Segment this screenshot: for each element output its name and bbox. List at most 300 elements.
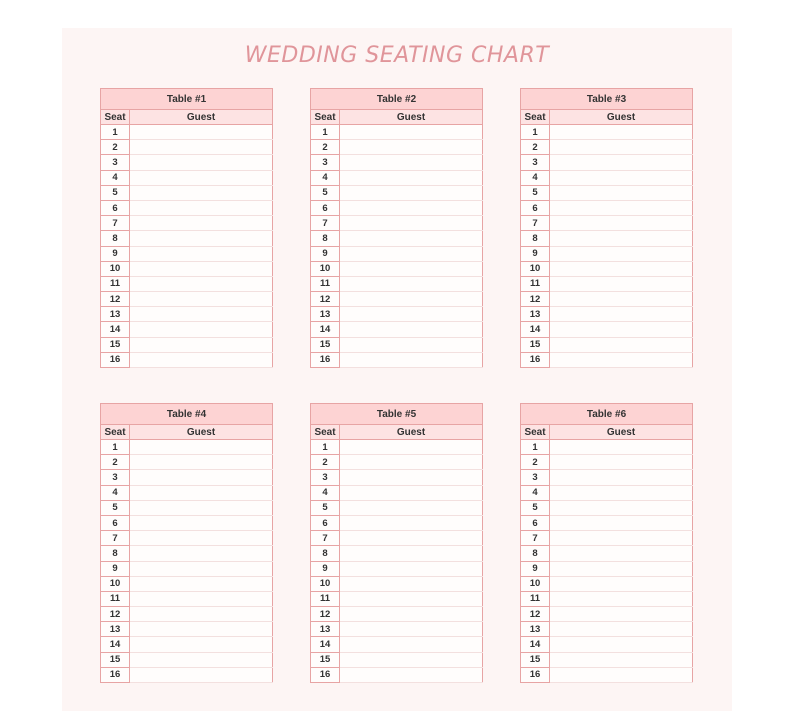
seat-number: 14	[521, 322, 550, 337]
guest-cell[interactable]	[130, 125, 273, 140]
seat-number: 12	[521, 292, 550, 307]
table-row	[101, 140, 273, 155]
guest-cell[interactable]	[130, 591, 273, 606]
guest-cell[interactable]	[340, 125, 483, 140]
table-row	[521, 322, 693, 337]
seat-number: 7	[101, 216, 130, 231]
guest-cell[interactable]	[550, 292, 693, 307]
seat-column-header: Seat	[101, 425, 130, 440]
seat-number: 11	[521, 591, 550, 606]
guest-cell[interactable]	[130, 440, 273, 455]
guest-cell[interactable]	[340, 155, 483, 170]
guest-cell[interactable]	[130, 216, 273, 231]
guest-cell[interactable]	[130, 246, 273, 261]
table-row	[521, 576, 693, 591]
guest-cell[interactable]	[130, 531, 273, 546]
guest-cell[interactable]	[550, 352, 693, 367]
table-row	[311, 155, 483, 170]
guest-cell[interactable]	[550, 531, 693, 546]
table-row	[311, 352, 483, 367]
guest-cell[interactable]	[130, 515, 273, 530]
seat-number: 15	[311, 337, 340, 352]
seat-number: 16	[101, 667, 130, 682]
table-row	[101, 440, 273, 455]
table-row	[521, 200, 693, 215]
seat-number: 8	[521, 546, 550, 561]
guest-cell[interactable]	[550, 200, 693, 215]
guest-cell[interactable]	[130, 500, 273, 515]
table-row	[101, 337, 273, 352]
guest-cell[interactable]	[130, 155, 273, 170]
seat-number: 2	[101, 140, 130, 155]
table-row	[521, 607, 693, 622]
table-row	[101, 531, 273, 546]
guest-cell[interactable]	[550, 231, 693, 246]
guest-cell[interactable]	[550, 125, 693, 140]
guest-cell[interactable]	[340, 352, 483, 367]
guest-cell[interactable]	[550, 470, 693, 485]
seat-number: 4	[521, 485, 550, 500]
table-row	[521, 531, 693, 546]
table-row	[101, 307, 273, 322]
guest-cell[interactable]	[340, 591, 483, 606]
table-row	[311, 307, 483, 322]
guest-cell[interactable]	[130, 261, 273, 276]
table-row	[101, 607, 273, 622]
guest-cell[interactable]	[550, 637, 693, 652]
seat-number: 15	[311, 652, 340, 667]
table-row	[101, 246, 273, 261]
guest-cell[interactable]	[550, 622, 693, 637]
guest-cell[interactable]	[340, 292, 483, 307]
table-row	[521, 455, 693, 470]
guest-cell[interactable]	[340, 607, 483, 622]
table-row	[521, 470, 693, 485]
seat-number: 13	[521, 622, 550, 637]
table-row	[101, 515, 273, 530]
guest-cell[interactable]	[340, 515, 483, 530]
seat-number: 1	[521, 125, 550, 140]
table-name: Table #4	[101, 404, 273, 425]
seat-number: 9	[101, 561, 130, 576]
table-row	[311, 125, 483, 140]
table-row	[101, 622, 273, 637]
seat-number: 7	[521, 531, 550, 546]
table-row	[521, 337, 693, 352]
guest-cell[interactable]	[340, 455, 483, 470]
table-row	[521, 185, 693, 200]
table-row	[101, 470, 273, 485]
seat-number: 6	[101, 515, 130, 530]
guest-cell[interactable]	[550, 515, 693, 530]
seat-number: 13	[101, 307, 130, 322]
guest-cell[interactable]	[130, 276, 273, 291]
guest-cell[interactable]	[550, 440, 693, 455]
seating-table-3	[520, 88, 693, 368]
seat-number: 15	[521, 652, 550, 667]
seat-number: 11	[521, 276, 550, 291]
table-row	[101, 455, 273, 470]
guest-cell[interactable]	[340, 216, 483, 231]
guest-cell[interactable]	[130, 170, 273, 185]
table-row	[101, 485, 273, 500]
seat-column-header: Seat	[311, 110, 340, 125]
guest-cell[interactable]	[550, 261, 693, 276]
table-row	[521, 667, 693, 682]
table-row	[521, 622, 693, 637]
guest-cell[interactable]	[340, 140, 483, 155]
guest-cell[interactable]	[550, 485, 693, 500]
table-row	[101, 155, 273, 170]
seat-number: 5	[101, 500, 130, 515]
seat-number: 3	[311, 155, 340, 170]
table-row	[521, 292, 693, 307]
table-row	[311, 531, 483, 546]
guest-cell[interactable]	[130, 455, 273, 470]
guest-column-header: Guest	[340, 425, 483, 440]
seat-number: 2	[311, 140, 340, 155]
seat-number: 9	[311, 246, 340, 261]
seat-number: 10	[311, 576, 340, 591]
table-name: Table #5	[311, 404, 483, 425]
seat-number: 6	[311, 200, 340, 215]
guest-cell[interactable]	[340, 485, 483, 500]
seat-number: 13	[311, 622, 340, 637]
seat-number: 10	[311, 261, 340, 276]
guest-cell[interactable]	[340, 337, 483, 352]
seat-number: 8	[521, 231, 550, 246]
guest-cell[interactable]	[550, 140, 693, 155]
table-row	[311, 546, 483, 561]
table-row	[311, 185, 483, 200]
table-row	[521, 352, 693, 367]
seat-number: 2	[101, 455, 130, 470]
table-row	[521, 276, 693, 291]
guest-column-header: Guest	[130, 425, 273, 440]
seating-table-5	[310, 403, 483, 683]
table-row	[311, 591, 483, 606]
table-row	[311, 440, 483, 455]
guest-cell[interactable]	[340, 576, 483, 591]
guest-cell[interactable]	[550, 561, 693, 576]
table-name: Table #6	[521, 404, 693, 425]
guest-cell[interactable]	[130, 637, 273, 652]
seat-column-header: Seat	[311, 425, 340, 440]
seat-number: 3	[101, 470, 130, 485]
guest-cell[interactable]	[550, 337, 693, 352]
table-row	[101, 185, 273, 200]
table-row	[311, 292, 483, 307]
seat-number: 6	[521, 515, 550, 530]
table-row	[311, 652, 483, 667]
seat-number: 1	[101, 440, 130, 455]
guest-cell[interactable]	[130, 561, 273, 576]
guest-cell[interactable]	[340, 500, 483, 515]
table-row	[311, 500, 483, 515]
table-row	[521, 561, 693, 576]
seat-number: 1	[311, 440, 340, 455]
table-row	[521, 485, 693, 500]
guest-cell[interactable]	[340, 470, 483, 485]
guest-cell[interactable]	[550, 652, 693, 667]
seat-number: 4	[101, 170, 130, 185]
table-row	[101, 637, 273, 652]
table-row	[101, 546, 273, 561]
guest-cell[interactable]	[130, 622, 273, 637]
table-row	[521, 307, 693, 322]
guest-cell[interactable]	[340, 622, 483, 637]
table-row	[521, 261, 693, 276]
seat-number: 9	[521, 561, 550, 576]
table-row	[311, 515, 483, 530]
table-row	[521, 231, 693, 246]
table-row	[101, 576, 273, 591]
table-row	[521, 440, 693, 455]
table-name: Table #3	[521, 89, 693, 110]
seat-column-header: Seat	[521, 110, 550, 125]
seat-number: 8	[311, 231, 340, 246]
table-row	[101, 500, 273, 515]
guest-column-header: Guest	[130, 110, 273, 125]
seat-number: 14	[101, 322, 130, 337]
guest-cell[interactable]	[550, 546, 693, 561]
table-row	[101, 352, 273, 367]
guest-cell[interactable]	[130, 200, 273, 215]
guest-cell[interactable]	[550, 322, 693, 337]
seating-table-1	[100, 88, 273, 368]
seat-number: 5	[521, 500, 550, 515]
table-row	[311, 561, 483, 576]
seat-number: 3	[101, 155, 130, 170]
guest-cell[interactable]	[340, 231, 483, 246]
seat-number: 16	[311, 352, 340, 367]
table-row	[311, 607, 483, 622]
guest-cell[interactable]	[340, 307, 483, 322]
guest-cell[interactable]	[340, 546, 483, 561]
guest-cell[interactable]	[550, 276, 693, 291]
guest-cell[interactable]	[130, 576, 273, 591]
seat-number: 2	[521, 455, 550, 470]
seating-table-6	[520, 403, 693, 683]
guest-cell[interactable]	[130, 546, 273, 561]
page-title: WEDDING SEATING CHART	[244, 43, 550, 68]
seat-number: 13	[521, 307, 550, 322]
seat-number: 11	[101, 591, 130, 606]
seat-number: 11	[311, 591, 340, 606]
seat-number: 8	[101, 546, 130, 561]
table-row	[101, 652, 273, 667]
seat-number: 7	[101, 531, 130, 546]
table-row	[521, 170, 693, 185]
table-row	[521, 652, 693, 667]
guest-cell[interactable]	[550, 667, 693, 682]
table-row	[311, 216, 483, 231]
seat-number: 5	[311, 185, 340, 200]
seat-number: 12	[521, 607, 550, 622]
guest-cell[interactable]	[550, 170, 693, 185]
table-row	[311, 576, 483, 591]
guest-cell[interactable]	[340, 261, 483, 276]
table-row	[311, 200, 483, 215]
table-row	[521, 515, 693, 530]
seat-number: 5	[521, 185, 550, 200]
seat-number: 4	[311, 485, 340, 500]
seat-number: 16	[521, 667, 550, 682]
guest-cell[interactable]	[130, 185, 273, 200]
seat-number: 1	[311, 125, 340, 140]
seat-number: 3	[521, 470, 550, 485]
seating-chart-page	[62, 28, 732, 711]
seat-number: 6	[101, 200, 130, 215]
guest-cell[interactable]	[340, 667, 483, 682]
table-row	[521, 591, 693, 606]
table-row	[521, 500, 693, 515]
table-row	[101, 276, 273, 291]
guest-cell[interactable]	[550, 455, 693, 470]
guest-cell[interactable]	[130, 652, 273, 667]
table-row	[311, 455, 483, 470]
seat-number: 1	[101, 125, 130, 140]
guest-cell[interactable]	[340, 531, 483, 546]
guest-cell[interactable]	[340, 185, 483, 200]
guest-cell[interactable]	[550, 576, 693, 591]
guest-cell[interactable]	[340, 276, 483, 291]
guest-cell[interactable]	[130, 307, 273, 322]
table-row	[521, 216, 693, 231]
seat-number: 11	[311, 276, 340, 291]
guest-column-header: Guest	[550, 110, 693, 125]
guest-cell[interactable]	[130, 322, 273, 337]
guest-cell[interactable]	[130, 607, 273, 622]
table-row	[101, 125, 273, 140]
seat-column-header: Seat	[521, 425, 550, 440]
table-row	[101, 170, 273, 185]
seating-table-4	[100, 403, 273, 683]
guest-cell[interactable]	[340, 652, 483, 667]
seat-number: 15	[521, 337, 550, 352]
table-row	[101, 200, 273, 215]
guest-column-header: Guest	[340, 110, 483, 125]
guest-cell[interactable]	[130, 140, 273, 155]
seat-number: 9	[101, 246, 130, 261]
table-row	[311, 261, 483, 276]
seat-number: 8	[311, 546, 340, 561]
table-row	[101, 322, 273, 337]
table-row	[311, 140, 483, 155]
seat-number: 3	[311, 470, 340, 485]
table-row	[311, 667, 483, 682]
guest-cell[interactable]	[340, 246, 483, 261]
guest-cell[interactable]	[130, 292, 273, 307]
table-row	[521, 637, 693, 652]
table-row	[101, 561, 273, 576]
table-row	[311, 637, 483, 652]
guest-cell[interactable]	[130, 485, 273, 500]
table-row	[311, 470, 483, 485]
guest-cell[interactable]	[550, 591, 693, 606]
seat-number: 7	[311, 216, 340, 231]
seating-table-2	[310, 88, 483, 368]
guest-cell[interactable]	[130, 667, 273, 682]
guest-cell[interactable]	[340, 440, 483, 455]
seat-number: 10	[101, 261, 130, 276]
guest-cell[interactable]	[340, 170, 483, 185]
seat-number: 9	[311, 561, 340, 576]
seat-number: 10	[521, 261, 550, 276]
seat-number: 16	[101, 352, 130, 367]
seat-number: 5	[101, 185, 130, 200]
guest-column-header: Guest	[550, 425, 693, 440]
table-row	[101, 292, 273, 307]
seat-number: 4	[101, 485, 130, 500]
guest-cell[interactable]	[550, 307, 693, 322]
table-row	[521, 546, 693, 561]
seat-number: 13	[101, 622, 130, 637]
table-row	[311, 337, 483, 352]
table-row	[101, 591, 273, 606]
seat-number: 5	[311, 500, 340, 515]
table-row	[311, 246, 483, 261]
seat-number: 2	[521, 140, 550, 155]
seat-number: 8	[101, 231, 130, 246]
seat-number: 11	[101, 276, 130, 291]
guest-cell[interactable]	[550, 500, 693, 515]
guest-cell[interactable]	[550, 155, 693, 170]
guest-cell[interactable]	[340, 637, 483, 652]
table-row	[311, 622, 483, 637]
seat-number: 14	[101, 637, 130, 652]
seat-number: 6	[311, 515, 340, 530]
table-row	[521, 125, 693, 140]
seat-number: 14	[521, 637, 550, 652]
seat-number: 9	[521, 246, 550, 261]
seat-number: 10	[521, 576, 550, 591]
seat-number: 12	[311, 292, 340, 307]
seat-number: 12	[101, 607, 130, 622]
guest-cell[interactable]	[550, 216, 693, 231]
seat-number: 4	[311, 170, 340, 185]
seat-number: 7	[311, 531, 340, 546]
seat-number: 12	[101, 292, 130, 307]
guest-cell[interactable]	[130, 337, 273, 352]
guest-cell[interactable]	[550, 246, 693, 261]
seat-number: 15	[101, 652, 130, 667]
table-row	[521, 155, 693, 170]
table-row	[311, 170, 483, 185]
guest-cell[interactable]	[550, 607, 693, 622]
table-row	[311, 231, 483, 246]
table-row	[311, 276, 483, 291]
table-row	[101, 231, 273, 246]
guest-cell[interactable]	[340, 200, 483, 215]
guest-cell[interactable]	[340, 561, 483, 576]
guest-cell[interactable]	[130, 470, 273, 485]
table-row	[101, 216, 273, 231]
guest-cell[interactable]	[130, 352, 273, 367]
seat-number: 16	[311, 667, 340, 682]
seat-number: 14	[311, 322, 340, 337]
seat-number: 1	[521, 440, 550, 455]
guest-cell[interactable]	[340, 322, 483, 337]
guest-cell[interactable]	[550, 185, 693, 200]
seat-number: 14	[311, 637, 340, 652]
seat-number: 16	[521, 352, 550, 367]
seat-number: 15	[101, 337, 130, 352]
guest-cell[interactable]	[130, 231, 273, 246]
seat-number: 10	[101, 576, 130, 591]
table-row	[311, 322, 483, 337]
seat-number: 12	[311, 607, 340, 622]
